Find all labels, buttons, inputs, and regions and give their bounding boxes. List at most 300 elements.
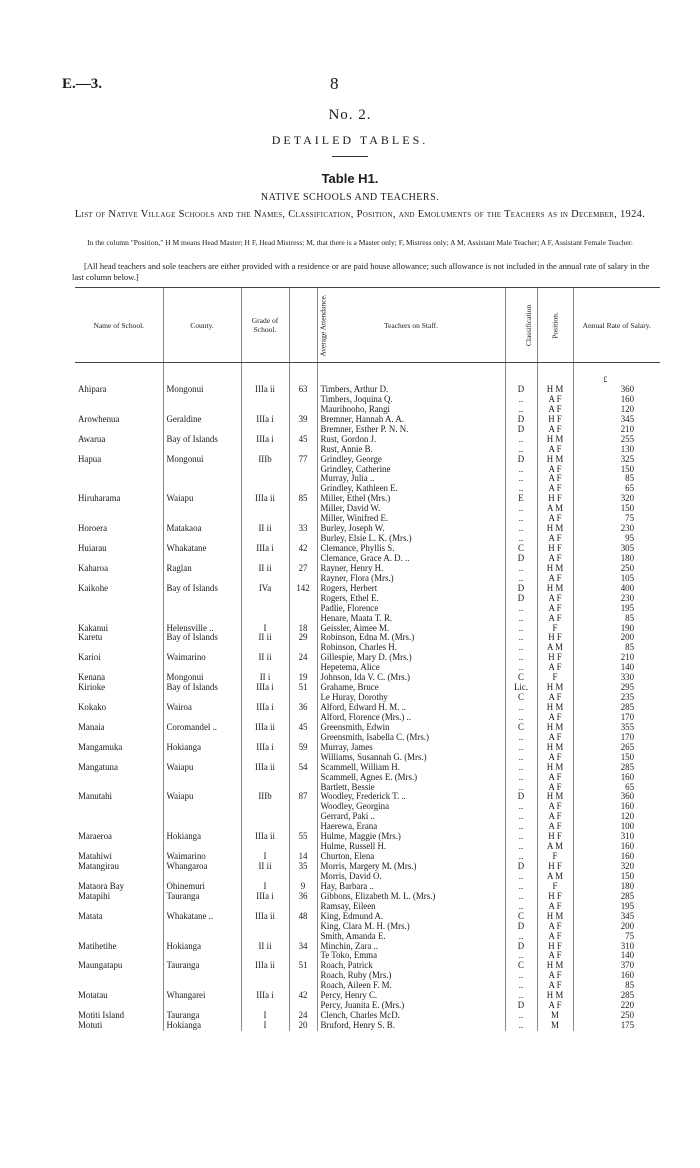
table-cell-classification: .. (505, 932, 537, 942)
table-cell-salary: 160 (573, 802, 660, 812)
table-cell-teacher: Grindley, George (317, 455, 505, 465)
table-cell-position: H F (537, 653, 573, 663)
table-cell-attendance (289, 842, 317, 852)
table-cell-grade (241, 753, 289, 763)
table-cell-county: Bay of Islands (163, 633, 241, 643)
table-cell-teacher: Rayner, Flora (Mrs.) (317, 574, 505, 584)
table-cell-salary: 345 (573, 912, 660, 922)
table-cell-attendance: 14 (289, 852, 317, 862)
table-cell-position: H M (537, 584, 573, 594)
table-cell-county (163, 484, 241, 494)
table-cell-position: H F (537, 892, 573, 902)
table-cell-attendance (289, 773, 317, 783)
table-cell-school (75, 733, 163, 743)
table-cell-salary: 180 (573, 554, 660, 564)
table-cell-classification: .. (505, 733, 537, 743)
table-cell-classification: .. (505, 1021, 537, 1031)
col-header-attendance (289, 288, 328, 363)
table-cell-classification: .. (505, 405, 537, 415)
table-cell-classification: .. (505, 614, 537, 624)
table-cell-school (75, 693, 163, 703)
table-cell-teacher: Clemance, Phyllis S. (317, 544, 505, 554)
table-cell-salary: 195 (573, 902, 660, 912)
table-cell-classification: .. (505, 445, 537, 455)
table-cell-salary: 100 (573, 822, 660, 832)
table-cell-position: H M (537, 723, 573, 733)
table-cell-teacher: Timbers, Joquina Q. (317, 395, 505, 405)
table-cell-salary: 140 (573, 663, 660, 673)
table-cell-teacher: Morris, Margery M. (Mrs.) (317, 862, 505, 872)
table-cell-salary: 360 (573, 792, 660, 802)
table-cell-attendance: 24 (289, 653, 317, 663)
table-row (75, 385, 660, 395)
table-cell-grade: IIIa ii (241, 832, 289, 842)
table-cell-classification: .. (505, 633, 537, 643)
table-cell-salary: 210 (573, 653, 660, 663)
table-cell-county: Hokianga (163, 942, 241, 952)
table-cell-attendance (289, 733, 317, 743)
table-cell-position: H M (537, 683, 573, 693)
list-heading: List of Native Village Schools and the Names, Classification, Position, and Emoluments of the Teachers as in December, 1924. (74, 209, 646, 220)
table-cell-attendance (289, 604, 317, 614)
table-cell-grade: IIIa i (241, 544, 289, 554)
table-cell-county: Raglan (163, 564, 241, 574)
table-cell-position: M (537, 1021, 573, 1031)
table-cell-school (75, 663, 163, 673)
table-cell-teacher: Rogers, Herbert (317, 584, 505, 594)
table-cell-classification: .. (505, 802, 537, 812)
table-row (75, 514, 660, 524)
table-cell-teacher: King, Clara M. H. (Mrs.) (317, 922, 505, 932)
table-cell-salary: 320 (573, 494, 660, 504)
table-cell-teacher: Henare, Maata T. R. (317, 614, 505, 624)
table-cell-teacher: Hay, Barbara .. (317, 882, 505, 892)
table-cell-position: H M (537, 912, 573, 922)
table-cell-school (75, 812, 163, 822)
table-cell-salary: 325 (573, 455, 660, 465)
table-cell-attendance (289, 594, 317, 604)
table-cell-classification: .. (505, 902, 537, 912)
table-cell-school (75, 504, 163, 514)
table-cell-attendance: 9 (289, 882, 317, 892)
table-cell-classification: .. (505, 763, 537, 773)
table-cell-attendance (289, 802, 317, 812)
table-cell-teacher: Haerewa, Erana (317, 822, 505, 832)
table-row (75, 405, 660, 415)
table-cell-grade (241, 594, 289, 604)
table-cell-position: A F (537, 514, 573, 524)
table-cell-grade: II ii (241, 942, 289, 952)
table-cell-grade: II i (241, 673, 289, 683)
table-row (75, 912, 660, 922)
table-cell-classification: .. (505, 395, 537, 405)
table-cell-salary: 330 (573, 673, 660, 683)
table-cell-classification: .. (505, 474, 537, 484)
table-row (75, 534, 660, 544)
table-cell-salary: 130 (573, 445, 660, 455)
table-cell-teacher: Percy, Juanita E. (Mrs.) (317, 1001, 505, 1011)
table-cell-grade (241, 574, 289, 584)
table-cell-school (75, 604, 163, 614)
table-row (75, 544, 660, 554)
col-header-grade: Grade of School. (241, 288, 289, 363)
table-cell-attendance: 51 (289, 683, 317, 693)
table-cell-position: A F (537, 395, 573, 405)
table-cell-teacher: Gibbons, Elizabeth M. L. (Mrs.) (317, 892, 505, 902)
table-cell-county: Geraldine (163, 415, 241, 425)
table-cell-attendance (289, 981, 317, 991)
table-cell-school: Ahipara (78, 385, 107, 394)
table-cell-school: Motiti Island (78, 1011, 125, 1021)
table-cell-classification: .. (505, 822, 537, 832)
table-cell-position: A F (537, 445, 573, 455)
table-cell-county (163, 514, 241, 524)
table-cell-salary: 120 (573, 812, 660, 822)
table-cell-position: A F (537, 405, 573, 415)
table-cell-attendance: 142 (289, 584, 317, 594)
table-cell-county (163, 425, 241, 435)
table-cell-grade: II ii (241, 564, 289, 574)
table-cell-attendance: 34 (289, 942, 317, 952)
table-cell-school: Maraeroa (78, 832, 112, 842)
table-row (75, 942, 660, 952)
table-cell-grade: I (241, 1021, 289, 1031)
table-cell-classification: C (505, 912, 537, 922)
table-cell-attendance (289, 872, 317, 882)
table-cell-county: Mongonui (163, 455, 241, 465)
table-cell-county: Matakaoa (163, 524, 241, 534)
table-row (75, 594, 660, 604)
table-cell-school (75, 822, 163, 832)
table-row (75, 723, 660, 733)
table-cell-county (163, 534, 241, 544)
table-cell-classification: .. (505, 574, 537, 584)
table-cell-grade: IIIa i (241, 743, 289, 753)
table-cell-county (163, 445, 241, 455)
table-cell-classification: .. (505, 971, 537, 981)
table-cell-attendance (289, 465, 317, 475)
table-cell-school: Maungatapu (78, 961, 123, 971)
table-row (75, 484, 660, 494)
table-cell-position: A F (537, 663, 573, 673)
table-cell-county: Ohinemuri (163, 882, 241, 892)
table-row (75, 713, 660, 723)
currency-row (75, 363, 660, 386)
table-cell-salary: 285 (573, 991, 660, 1001)
table-cell-grade (241, 693, 289, 703)
table-cell-grade: IIIa i (241, 703, 289, 713)
table-cell-county: Whangaroa (163, 862, 241, 872)
table-cell-teacher: Burley, Joseph W. (317, 524, 505, 534)
position-note: In the column "Position," H M means Head Master; H F, Head Mistress; M, that there is a Master only; F, Mistress only; A M, Assistant Male Teacher; A F, Assistant Female Teacher. (87, 238, 633, 247)
table-cell-attendance (289, 554, 317, 564)
table-cell-position: A F (537, 773, 573, 783)
table-cell-grade: IIIa ii (241, 723, 289, 733)
table-cell-grade (241, 812, 289, 822)
table-cell-county (163, 872, 241, 882)
table-cell-salary: 85 (573, 643, 660, 653)
table-cell-teacher: Roach, Patrick (317, 961, 505, 971)
table-cell-position: A F (537, 474, 573, 484)
table-cell-county (163, 932, 241, 942)
table-cell-attendance: 55 (289, 832, 317, 842)
table-cell-salary: 235 (573, 693, 660, 703)
table-cell-position: A F (537, 554, 573, 564)
table-row (75, 624, 660, 634)
table-cell-school (75, 465, 163, 475)
table-cell-classification: .. (505, 951, 537, 961)
table-cell-school (75, 554, 163, 564)
table-row (75, 951, 660, 961)
table-cell-salary: 150 (573, 504, 660, 514)
table-cell-position: H M (537, 385, 573, 395)
table-cell-county (163, 554, 241, 564)
table-cell-school: Kirioke (78, 683, 106, 693)
table-cell-teacher: Bartlett, Bessie (317, 783, 505, 793)
table-cell-county (163, 1001, 241, 1011)
table-cell-school (75, 425, 163, 435)
table-cell-teacher: Bremner, Esther P. N. N. (317, 425, 505, 435)
table-row (75, 435, 660, 445)
table-cell-school (75, 574, 163, 584)
table-cell-teacher: Burley, Elsie L. K. (Mrs.) (317, 534, 505, 544)
col-header-position-label: Position. (550, 311, 560, 339)
table-cell-salary: 285 (573, 703, 660, 713)
table-cell-school: Kaikohe (78, 583, 109, 593)
col-header-position (537, 288, 573, 363)
table-cell-position: A F (537, 713, 573, 723)
table-cell-attendance: 36 (289, 892, 317, 902)
table-cell-teacher: Padlie, Florence (317, 604, 505, 614)
table-cell-attendance: 85 (289, 494, 317, 504)
table-cell-classification: D (505, 862, 537, 872)
table-row (75, 852, 660, 862)
table-row (75, 812, 660, 822)
table-cell-position: H F (537, 633, 573, 643)
table-cell-grade (241, 872, 289, 882)
table-cell-salary: 305 (573, 544, 660, 554)
table-cell-school: Mangatuna (78, 762, 118, 772)
table-cell-classification: C (505, 723, 537, 733)
table-cell-attendance: 51 (289, 961, 317, 971)
table-cell-position: H M (537, 564, 573, 574)
table-cell-county: Whakatane (163, 544, 241, 554)
table-cell-attendance (289, 405, 317, 415)
table-cell-teacher: Percy, Henry C. (317, 991, 505, 1001)
table-cell-school: Matahiwi (78, 852, 113, 862)
title-divider (332, 156, 368, 157)
table-cell-teacher: Woodley, Frederick T. .. (317, 792, 505, 802)
table-cell-salary: 220 (573, 1001, 660, 1011)
table-cell-classification: .. (505, 643, 537, 653)
table-row (75, 743, 660, 753)
table-cell-grade: IIIb (241, 792, 289, 802)
table-cell-classification: .. (505, 653, 537, 663)
table-cell-county (163, 812, 241, 822)
table-cell-classification: .. (505, 842, 537, 852)
table-cell-teacher: Greensmith, Edwin (317, 723, 505, 733)
table-cell-classification: .. (505, 663, 537, 673)
table-cell-school: Awarua (78, 434, 106, 444)
table-cell-position: A F (537, 783, 573, 793)
table-cell-position: A F (537, 753, 573, 763)
table-cell-attendance (289, 971, 317, 981)
table-cell-teacher: Hulme, Maggie (Mrs.) (317, 832, 505, 842)
table-cell-classification: D (505, 594, 537, 604)
table-cell-grade: I (241, 624, 289, 634)
table-cell-attendance (289, 812, 317, 822)
table-cell-attendance (289, 951, 317, 961)
table-cell-county: Hokianga (163, 832, 241, 842)
table-cell-county (163, 614, 241, 624)
table-cell-salary: 285 (573, 892, 660, 902)
col-header-classification-label: Classification (523, 304, 533, 346)
table-cell-county: Helensville .. (163, 624, 241, 634)
table-row (75, 1011, 660, 1021)
table-cell-salary: 75 (573, 514, 660, 524)
table-cell-classification: .. (505, 882, 537, 892)
table-cell-county (163, 922, 241, 932)
table-cell-classification: .. (505, 703, 537, 713)
table-cell-school: Karetu (78, 633, 103, 643)
table-cell-teacher: Roach, Aileen F. M. (317, 981, 505, 991)
table-cell-attendance: 19 (289, 673, 317, 683)
table-row (75, 763, 660, 773)
table-cell-attendance (289, 932, 317, 942)
table-cell-grade (241, 643, 289, 653)
table-cell-county: Whangarei (163, 991, 241, 1001)
table-cell-county: Waiapu (163, 494, 241, 504)
table-cell-teacher: Morris, David O. (317, 872, 505, 882)
table-cell-teacher: Maurihooho, Rangi (317, 405, 505, 415)
table-cell-grade (241, 465, 289, 475)
table-cell-school (75, 922, 163, 932)
table-cell-attendance: 63 (289, 385, 317, 395)
table-cell-school (75, 783, 163, 793)
table-cell-attendance: 18 (289, 624, 317, 634)
table-cell-grade: IIIa i (241, 415, 289, 425)
table-cell-county (163, 981, 241, 991)
table-cell-county (163, 405, 241, 415)
col-header-teachers: Teachers on Staff. (317, 288, 505, 363)
table-cell-school (75, 902, 163, 912)
table-cell-attendance (289, 693, 317, 703)
table-cell-school (75, 484, 163, 494)
table-cell-salary: 85 (573, 614, 660, 624)
table-cell-attendance (289, 753, 317, 763)
table-cell-position: A F (537, 614, 573, 624)
table-cell-salary: 65 (573, 484, 660, 494)
table-cell-salary: 150 (573, 465, 660, 475)
table-cell-attendance (289, 574, 317, 584)
table-cell-grade: IIIa i (241, 435, 289, 445)
table-cell-classification: C (505, 961, 537, 971)
table-cell-position: H M (537, 743, 573, 753)
table-cell-position: H F (537, 544, 573, 554)
table-cell-school (75, 842, 163, 852)
table-cell-school (75, 445, 163, 455)
table-cell-classification: .. (505, 783, 537, 793)
table-cell-attendance: 42 (289, 991, 317, 1001)
table-cell-salary: 295 (573, 683, 660, 693)
table-row (75, 604, 660, 614)
table-cell-salary: 105 (573, 574, 660, 584)
table-cell-salary: 230 (573, 524, 660, 534)
table-cell-school (75, 474, 163, 484)
table-cell-grade (241, 822, 289, 832)
table-cell-school (75, 405, 163, 415)
table-cell-teacher: Johnson, Ida V. C. (Mrs.) (317, 673, 505, 683)
table-cell-salary: 285 (573, 763, 660, 773)
table-cell-classification: .. (505, 624, 537, 634)
table-cell-salary: 320 (573, 862, 660, 872)
table-cell-grade (241, 802, 289, 812)
table-cell-grade (241, 951, 289, 961)
table-cell-position: A F (537, 971, 573, 981)
table-cell-county (163, 693, 241, 703)
table-cell-county (163, 474, 241, 484)
table-cell-school: Motuti (78, 1021, 103, 1030)
table-cell-grade: II ii (241, 862, 289, 872)
table-cell-county (163, 594, 241, 604)
table-cell-county (163, 465, 241, 475)
table-cell-teacher: Robinson, Edna M. (Mrs.) (317, 633, 505, 643)
table-cell-classification: .. (505, 892, 537, 902)
table-row (75, 524, 660, 534)
table-cell-school: Manutahi (78, 792, 113, 802)
table-row (75, 693, 660, 703)
table-cell-classification: D (505, 425, 537, 435)
table-cell-teacher: Bremner, Hannah A. A. (317, 415, 505, 425)
table-cell-grade: IIIa ii (241, 961, 289, 971)
table-cell-classification: .. (505, 991, 537, 1001)
table-cell-salary: 310 (573, 832, 660, 842)
table-cell-county: Tauranga (163, 892, 241, 902)
table-cell-salary: 95 (573, 534, 660, 544)
table-cell-position: A F (537, 922, 573, 932)
table-cell-grade (241, 713, 289, 723)
table-cell-teacher: Scammell, William H. (317, 763, 505, 773)
table-cell-position: A F (537, 1001, 573, 1011)
table-cell-salary: 360 (573, 385, 660, 395)
table-cell-county: Whakatane .. (163, 912, 241, 922)
table-cell-grade: IIIa i (241, 683, 289, 693)
table-cell-grade (241, 932, 289, 942)
table-cell-attendance: 35 (289, 862, 317, 872)
residence-note: [All head teachers and sole teachers are either provided with a residence or are paid house allowance; such allowance is not included in the annual rate of salary in the last column below.] (72, 261, 650, 282)
table-cell-classification: .. (505, 773, 537, 783)
table-cell-teacher: Scammell, Agnes E. (Mrs.) (317, 773, 505, 783)
table-row (75, 882, 660, 892)
table-cell-school (75, 514, 163, 524)
table-cell-grade (241, 405, 289, 415)
table-cell-teacher: Miller, David W. (317, 504, 505, 514)
table-cell-salary: 170 (573, 713, 660, 723)
table-cell-teacher: Grindley, Catherine (317, 465, 505, 475)
col-header-school: Name of School. (75, 288, 163, 363)
table-cell-position: A F (537, 594, 573, 604)
table-row (75, 564, 660, 574)
currency-symbol: £ (573, 363, 660, 386)
table-cell-grade (241, 554, 289, 564)
table-cell-teacher: Rogers, Ethel E. (317, 594, 505, 604)
table-cell-classification: .. (505, 484, 537, 494)
table-cell-attendance (289, 395, 317, 405)
table-cell-position: A F (537, 812, 573, 822)
table-cell-salary: 160 (573, 773, 660, 783)
table-cell-attendance: 36 (289, 703, 317, 713)
table-cell-county (163, 663, 241, 673)
